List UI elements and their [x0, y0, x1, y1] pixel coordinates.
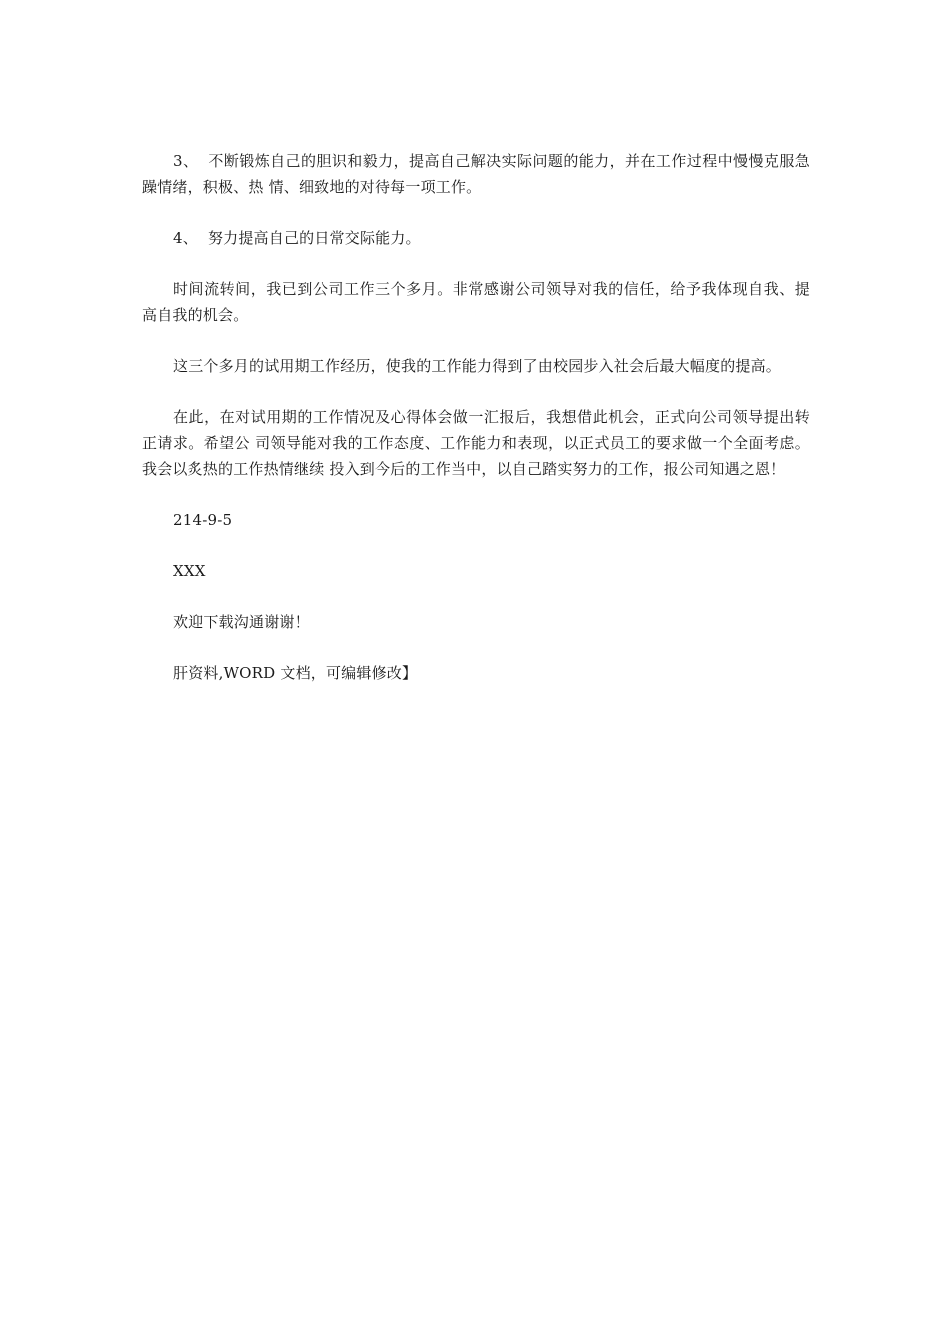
paragraph-experience: 这三个多月的试用期工作经历，使我的工作能力得到了由校园步入社会后最大幅度的提高。 [173, 357, 782, 375]
paragraph-item-4 [142, 225, 810, 251]
paragraph-text: 努力提高自己的日常交际能力。 [207, 229, 421, 247]
paragraph-text: 不断锻炼自己的胆识和毅力，提高自己解决实际问题的能力，并在工作过程中慢慢克服急躁情绪，积极、热 情、细致地的对待每一项工作。 [142, 152, 810, 196]
document-date: 214-9-5 [173, 511, 233, 529]
document-signature: XXX [173, 562, 206, 580]
footer-note: 肝资料,WORD 文档，可编辑修改】 [173, 664, 418, 682]
paragraph-time: 时间流转间，我已到公司工作三个多月。非常感谢公司领导对我的信任，给予我体现自我、提高自我的机会。 [142, 280, 810, 324]
document-body [142, 148, 810, 711]
footer-thanks: 欢迎下载沟通谢谢！ [173, 613, 310, 631]
paragraph-item-3 [142, 148, 810, 200]
item-number: 3、 [173, 152, 199, 170]
paragraph-request: 在此，在对试用期的工作情况及心得体会做一汇报后，我想借此机会，正式向公司领导提出转正请求。希望公 司领导能对我的工作态度、工作能力和表现，以正式员工的要求做一个全面考虑。我会以炙热的工作热情继续 投入到今后的工作当中，以自己踏实努力的工作，报公司知遇之恩！ [142, 408, 810, 478]
item-number: 4、 [173, 229, 198, 247]
